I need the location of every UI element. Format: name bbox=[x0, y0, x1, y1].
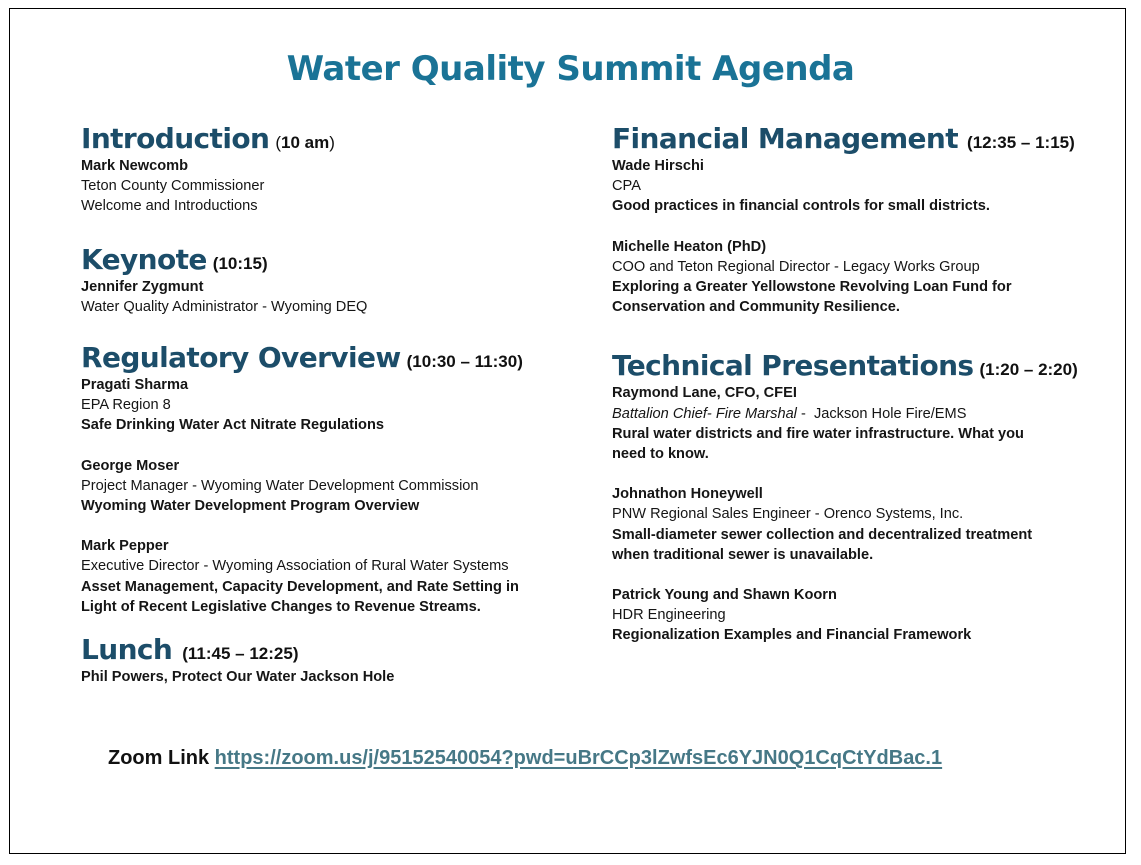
speaker-topic-continued: Conservation and Community Resilience. bbox=[612, 299, 900, 316]
section-title: Introduction bbox=[81, 122, 270, 155]
speaker-role: Executive Director - Wyoming Association of Rural Water Systems bbox=[81, 558, 509, 575]
speaker-name: Phil Powers, Protect Our Water Jackson Hole bbox=[81, 669, 395, 686]
section-heading bbox=[81, 120, 581, 156]
section-heading bbox=[612, 120, 1092, 156]
speaker-role: EPA Region 8 bbox=[81, 397, 171, 414]
speaker-topic-continued: Light of Recent Legislative Changes to Revenue Streams. bbox=[81, 598, 481, 615]
speaker-entry bbox=[81, 456, 581, 517]
section-time: (12:35 – 1:15) bbox=[967, 133, 1075, 152]
zoom-link-label: Zoom Link bbox=[108, 747, 210, 769]
section-time: (10:15) bbox=[212, 253, 268, 273]
section-title: Keynote bbox=[81, 242, 207, 276]
left-column bbox=[81, 120, 581, 687]
section-heading bbox=[81, 339, 581, 375]
speaker-name: Mark Pepper bbox=[81, 538, 169, 555]
speaker-entry bbox=[612, 237, 1092, 318]
speaker-entry bbox=[612, 383, 1092, 464]
speaker-topic: Safe Drinking Water Act Nitrate Regulations bbox=[81, 417, 385, 434]
section-time: (1:20 – 2:20) bbox=[979, 360, 1078, 380]
section-time: (11:45 – 12:25) bbox=[182, 644, 299, 664]
section-technical-presentations bbox=[612, 347, 1092, 645]
speaker-topic: Exploring a Greater Yellowstone Revolving Loan Fund for bbox=[612, 279, 1012, 296]
section-heading bbox=[612, 347, 1092, 383]
speaker-name: Wade Hirschi bbox=[612, 158, 704, 174]
speaker-role: CPA bbox=[612, 178, 641, 195]
speaker-topic: Asset Management, Capacity Development, and Rate Setting in bbox=[81, 578, 519, 595]
speaker-role bbox=[612, 404, 1092, 424]
speaker-role: Water Quality Administrator - Wyoming DEQ bbox=[81, 298, 368, 315]
speaker-name: Patrick Young and Shawn Koorn bbox=[612, 587, 837, 604]
speaker-topic: Welcome and Introductions bbox=[81, 198, 258, 215]
section-financial-management bbox=[612, 120, 1092, 317]
speaker-name: Mark Newcomb bbox=[81, 158, 189, 174]
page-title: Water Quality Summit Agenda bbox=[286, 49, 855, 89]
speaker-entry bbox=[81, 375, 581, 436]
section-title: Regulatory Overview bbox=[81, 341, 401, 375]
speaker-entry bbox=[612, 484, 1092, 565]
speaker-topic-continued: when traditional sewer is unavailable. bbox=[612, 546, 874, 563]
right-column bbox=[612, 120, 1092, 646]
speaker-name: George Moser bbox=[81, 457, 180, 474]
speaker-role-org: - Jackson Hole Fire/EMS bbox=[796, 405, 967, 422]
speaker-role: Project Manager - Wyoming Water Development Commission bbox=[81, 477, 479, 494]
section-title: Technical Presentations bbox=[612, 349, 974, 383]
speaker-name: Pragati Sharma bbox=[81, 377, 189, 394]
speaker-topic: Rural water districts and fire water infrastructure. What you bbox=[612, 425, 1024, 442]
speaker-entry bbox=[612, 156, 1092, 217]
speaker-entry bbox=[81, 536, 581, 617]
speaker-role: Teton County Commissioner bbox=[81, 178, 265, 195]
section-lunch bbox=[81, 631, 581, 687]
speaker-role-title: Battalion Chief- Fire Marshal bbox=[612, 405, 797, 422]
zoom-meeting-link[interactable]: https://zoom.us/j/95152540054?pwd=uBrCCp3lZwfsEc6YJN0Q1CqCtYdBac.1 bbox=[214, 747, 943, 769]
speaker-topic-continued: need to know. bbox=[612, 446, 709, 463]
section-time: (10 am) bbox=[275, 133, 335, 152]
speaker-entry bbox=[81, 277, 581, 317]
section-title: Financial Management bbox=[612, 122, 959, 155]
section-heading bbox=[81, 241, 581, 277]
speaker-name: Michelle Heaton (PhD) bbox=[612, 238, 767, 255]
speaker-entry bbox=[81, 667, 581, 687]
speaker-name: Jennifer Zygmunt bbox=[81, 278, 204, 295]
speaker-entry bbox=[81, 156, 581, 217]
speaker-name: Raymond Lane, CFO, CFEI bbox=[612, 385, 797, 402]
speaker-role: PNW Regional Sales Engineer - Orenco Systems, Inc. bbox=[612, 506, 964, 523]
speaker-role: COO and Teton Regional Director - Legacy Works Group bbox=[612, 258, 980, 275]
section-regulatory-overview bbox=[81, 339, 581, 617]
speaker-role: HDR Engineering bbox=[612, 607, 726, 624]
zoom-link-row bbox=[108, 745, 942, 771]
speaker-topic: Small-diameter sewer collection and decentralized treatment bbox=[612, 526, 1033, 543]
speaker-topic: Good practices in financial controls for small districts. bbox=[612, 198, 990, 215]
speaker-topic: Wyoming Water Development Program Overview bbox=[81, 498, 420, 515]
speaker-topic: Regionalization Examples and Financial Framework bbox=[612, 627, 972, 644]
speaker-entry bbox=[612, 585, 1092, 646]
section-heading bbox=[81, 631, 581, 667]
section-time: (10:30 – 11:30) bbox=[406, 352, 523, 372]
speaker-name: Johnathon Honeywell bbox=[612, 486, 763, 503]
section-introduction bbox=[81, 120, 581, 217]
section-keynote bbox=[81, 241, 581, 317]
section-title: Lunch bbox=[81, 633, 173, 667]
